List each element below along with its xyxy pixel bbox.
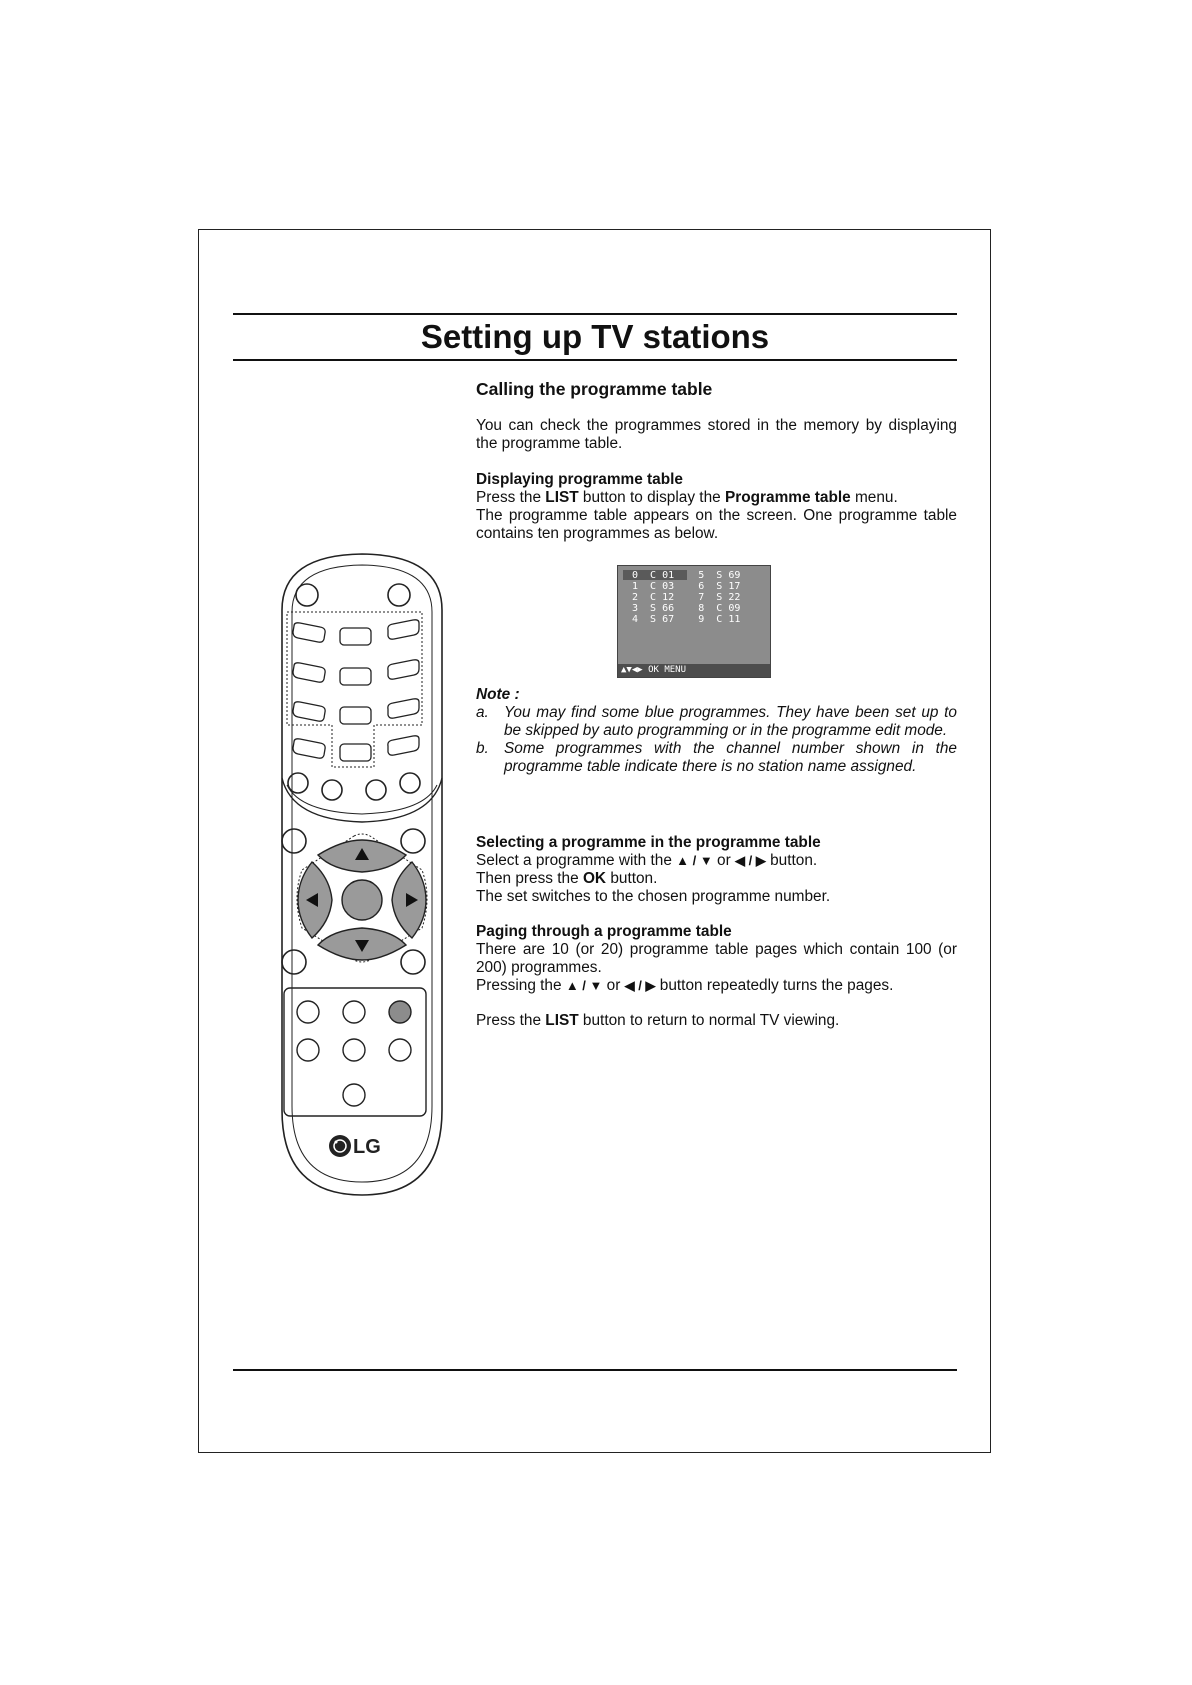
screen-footer: ▲▼◀▶ OK MENU xyxy=(618,664,770,677)
programme-table-screen xyxy=(617,565,771,678)
page-title: Setting up TV stations xyxy=(420,318,770,355)
display-heading: Displaying programme table xyxy=(476,471,683,488)
footer-rule xyxy=(233,1369,957,1371)
selecting-heading: Selecting a programme in the programme table xyxy=(476,834,821,851)
intro-text: You can check the programmes stored in the memory by displaying the programme table. xyxy=(476,417,957,452)
paging-line2: Pressing the ▲ / ▼ or ◀ / ▶ button repeatedly turns the pages. xyxy=(476,977,894,994)
display-line1: Press the LIST button to display the Programme table menu. xyxy=(476,489,898,506)
remote-control-illustration xyxy=(262,550,462,1200)
title-top-rule xyxy=(233,313,957,315)
section-heading: Calling the programme table xyxy=(476,379,713,399)
screen-row: 0 C 01 5 S 69 xyxy=(632,570,741,581)
screen-row: 3 S 66 8 C 09 xyxy=(632,603,741,614)
screen-row: 2 C 12 7 S 22 xyxy=(632,592,741,603)
note-item-b: b. Some programmes with the channel number shown in the programme table indicate there is no station name assigned. xyxy=(476,740,957,775)
screen-row: 1 C 03 6 S 17 xyxy=(632,581,741,592)
selecting-line3: The set switches to the chosen programme number. xyxy=(476,888,831,905)
selecting-line1: Select a programme with the ▲ / ▼ or ◀ / ▶ button. xyxy=(476,852,818,869)
note-item-a: a. You may find some blue programmes. They have been set up to be skipped by auto programming or in the programme edit mode. xyxy=(476,704,957,739)
paging-line1: There are 10 (or 20) programme table pages which contain 100 (or 200) programmes. xyxy=(476,941,957,976)
screen-row: 4 S 67 9 C 11 xyxy=(632,614,741,625)
display-paragraph: The programme table appears on the screen. One programme table contains ten programmes as below. xyxy=(476,507,957,542)
final-line: Press the LIST button to return to normal TV viewing. xyxy=(476,1012,840,1029)
paging-heading: Paging through a programme table xyxy=(476,923,732,940)
selecting-line2: Then press the OK button. xyxy=(476,870,658,887)
nav-ok xyxy=(342,880,382,920)
title-bottom-rule xyxy=(233,359,957,361)
note-label: Note : xyxy=(476,686,520,703)
lg-logo-text: LG xyxy=(353,1136,381,1158)
lg-logo xyxy=(329,1135,381,1158)
